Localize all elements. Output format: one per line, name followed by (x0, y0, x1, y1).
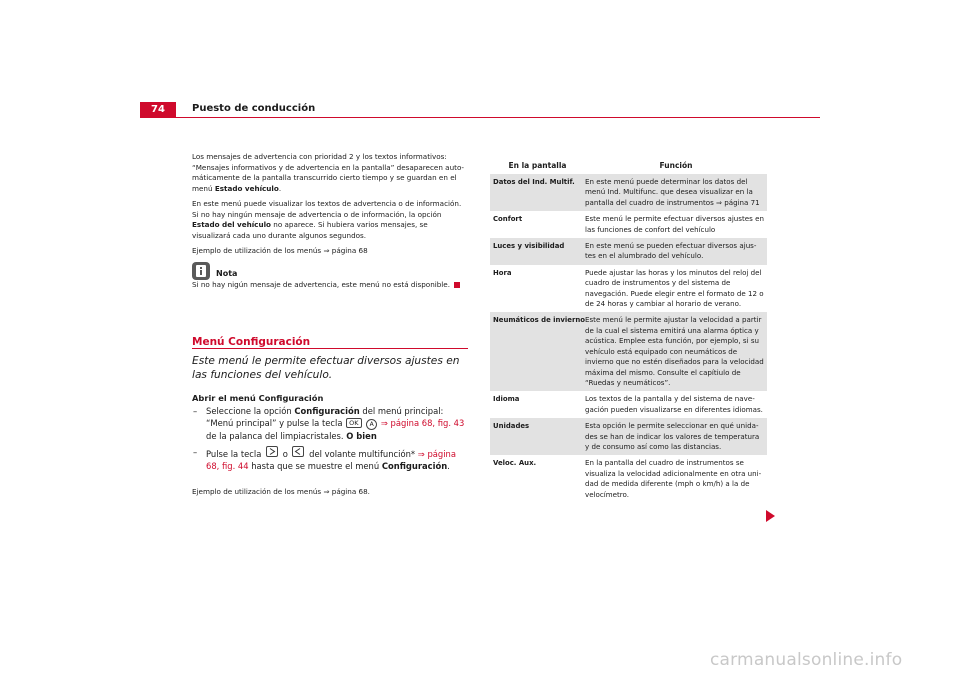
steps-list (192, 405, 468, 476)
next-key-icon (266, 446, 278, 457)
row-label: Neumáticos de invierno (493, 316, 585, 325)
header-rule (140, 117, 820, 118)
row-text: En la pantalla del cuadro de instrumentos se visualiza la velocidad adicionalmente en otra unidad de medida diferente (mph o km/h) a la de velocímetro. (585, 458, 762, 499)
menu-name-estado: Estado vehículo (214, 184, 279, 194)
row-text: Puede ajustar las horas y los minutos del reloj del cuadro de instrumentos y del sistema de navegación. Puede elegir entre el formato de 12 o de 24 horas y cambiar al horario de verano. (585, 267, 764, 309)
intro-text (192, 152, 468, 295)
note-title: Nota (216, 268, 238, 278)
step-1: – Seleccione la opción Configuración del menú principal: “Menú principal” y pulse la tecla OK A ⇒ página 68, fig. 43 de la palanca del limpiacristales. O bien (193, 406, 465, 442)
step-dash: – (193, 406, 198, 416)
section-intro: Este menú le permite efectuar diversos ajustes en las funciones del vehículo. (192, 355, 460, 381)
table-row (490, 211, 767, 238)
row-label: Luces y visibilidad (493, 242, 565, 251)
section-title: Menú Configuración (192, 336, 311, 348)
section-rule (192, 348, 468, 349)
table-row (490, 455, 767, 503)
prev-key-icon (292, 446, 304, 457)
subheading: Abrir el menú Configuración (192, 393, 324, 403)
step-2: – Pulse la tecla o del volante multifunción* ⇒ página 68, fig. 44 hasta que se muestre el menú Configuración. (193, 446, 456, 472)
step-dash: – (193, 446, 198, 457)
continue-arrow-icon (766, 510, 775, 522)
table-row (490, 174, 767, 211)
option-name-estado: Estado del vehículo (192, 220, 271, 230)
table-header (490, 158, 767, 174)
page-link-68-fig44[interactable]: ⇒ página 68, fig. 44 (206, 448, 456, 472)
ok-key-icon: OK (346, 418, 361, 428)
intro-paragraph-2: En este menú puede visualizar los textos de advertencia o de información. Si no hay ningún mensaje de advertencia o de información, la opción Estado del vehículo no aparece. Si hubiera varios mensajes, se visualizará cada uno durante algunos segundos. (192, 198, 462, 240)
note-icon (192, 262, 210, 280)
row-text: Esta opción le permite seleccionar en qué unidades se han de indicar los valores de temperatura y de consumo así como las distancias. (585, 421, 760, 451)
end-marker-icon (454, 282, 460, 288)
page-link-68-fig43[interactable]: ⇒ página 68, fig. 43 (380, 418, 465, 429)
example-reference: Ejemplo de utilización de los menús ⇒ página 68. (192, 487, 370, 496)
row-label: Hora (493, 268, 512, 277)
table-row (490, 418, 767, 455)
settings-table (490, 158, 767, 503)
page-number: 74 (140, 102, 176, 118)
note-header (192, 262, 468, 280)
intro-paragraph-1: Los mensajes de advertencia con prioridad 2 y los textos informativos: “Mensajes informativos y de advertencia en la pantalla” desaparecen automáticamente de la pantalla transcurrido cierto tiempo y se guardan en el menú Estado vehículo. (192, 152, 464, 194)
row-text: Este menú le permite ajustar la velocidad a partir de la cual el sistema emitirá una alarma óptica y acústica. Emplee esta función, por ejemplo, si su vehículo está equipado con neumáticos de invierno que no estén diseñados para la velocidad máxima del mismo. Consulte el capítiulo de “Ruedas y neumáticos”. (585, 315, 764, 387)
row-text: Este menú le permite efectuar diversos ajustes en las funciones de confort del vehículo (585, 214, 764, 234)
row-label: Veloc. Aux. (493, 459, 537, 468)
a-key-icon: A (366, 419, 377, 430)
column-header-function: Función (659, 160, 693, 170)
intro-paragraph-3: Ejemplo de utilización de los menús ⇒ página 68 (192, 245, 368, 255)
row-label: Confort (493, 215, 523, 224)
table-row (490, 238, 767, 265)
table-row (490, 265, 767, 313)
column-header-display: En la pantalla (508, 160, 567, 170)
row-label: Unidades (493, 422, 530, 431)
row-label: Idioma (493, 395, 520, 404)
row-text: En este menú puede determinar los datos del menú Ind. Multifunc. que desea visualizar en la pantalla del cuadro de instrumentos ⇒ página 71 (585, 177, 760, 207)
note-text: Si no hay nigún mensaje de advertencia, este menú no está disponible. (192, 280, 468, 291)
row-label: Datos del Ind. Multif. (493, 178, 575, 186)
page-header-title: Puesto de conducción (192, 103, 316, 114)
row-text: Los textos de la pantalla y del sistema de navegación pueden visualizarse en diferentes idiomas. (585, 394, 763, 414)
table-row (490, 312, 767, 391)
table-row (490, 391, 767, 418)
row-text: En este menú se pueden efectuar diversos ajustes en el alumbrado del vehículo. (585, 241, 757, 261)
watermark: carmanualsonline.info (710, 650, 903, 670)
